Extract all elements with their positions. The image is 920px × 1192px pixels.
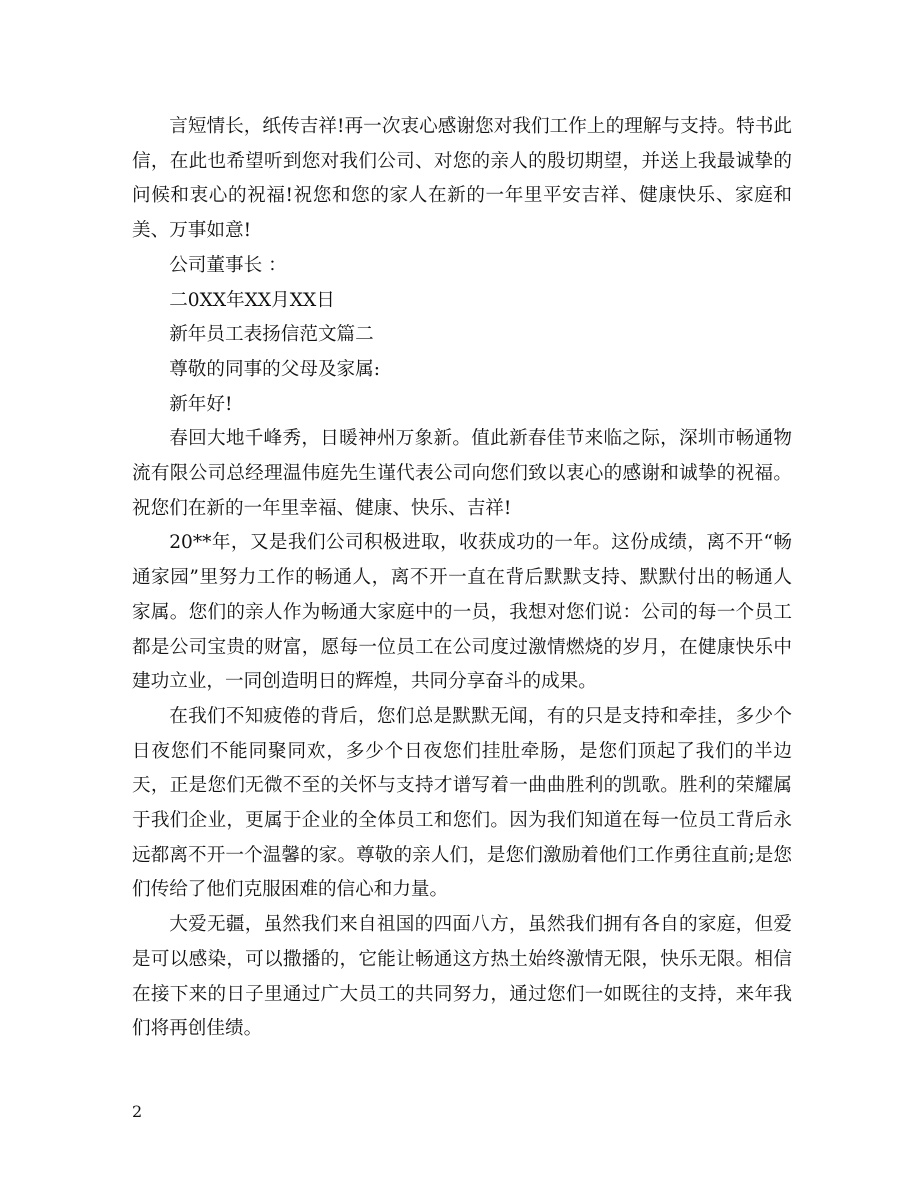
greeting: 新年好! [169,393,233,415]
closing-paragraph: 言短情长，纸传吉祥!再一次衷心感谢您对我们工作上的理解与支持。特书此信，在此也希望听到您对我们公司、对您的亲人的殷切期望，并送上我最诚挚的问候和衷心的祝福!祝您和您的家人在新的一年里平安吉祥、健康快乐、家庭和美、万事如意! [132,116,792,242]
salutation: 尊敬的同事的父母及家属: [169,358,380,380]
letter-body [132,110,792,1047]
signature-title: 公司董事长 ： [169,254,287,276]
body-paragraph: 在我们不知疲倦的背后，您们总是默默无闻，有的只是支持和牵挂，多少个日夜您们不能同聚同欢，多少个日夜您们挂肚牵肠，是您们顶起了我们的半边天，正是您们无微不至的关怀与支持才谱写着一曲曲胜利的凯歌。胜利的荣耀属于我们企业，更属于企业的全体员工和您们。因为我们知道在每一位员工背后永远都离不开一个温馨的家。尊敬的亲人们，是您们激励着他们工作勇往直前;是您们传给了他们克服困难的信心和力量。 [132,705,792,901]
signature-date: 二0XX年XX月XX日 [169,289,335,311]
body-paragraph: 20**年，又是我们公司积极进取，收获成功的一年。这份成绩，离不开“畅通家园”里努力工作的畅通人，离不开一直在背后默默支持、默默付出的畅通人家属。您们的亲人作为畅通大家庭中的一员，我想对您们说：公司的每一个员工都是公司宝贵的财富，愿每一位员工在公司度过激情燃烧的岁月，在健康快乐中建功立业，一同创造明日的辉煌，共同分享奋斗的成果。 [132,532,792,693]
body-paragraph: 春回大地千峰秀，日暖神州万象新。值此新春佳节来临之际，深圳市畅通物流有限公司总经理温伟庭先生谨代表公司向您们致以衷心的感谢和诚挚的祝福。祝您们在新的一年里幸福、健康、快乐、吉祥! [132,428,792,519]
section-title: 新年员工表扬信范文篇二 [169,324,374,346]
body-paragraph: 大爱无疆，虽然我们来自祖国的四面八方，虽然我们拥有各自的家庭，但爱是可以感染，可以撒播的，它能让畅通这方热土始终激情无限，快乐无限。相信在接下来的日子里通过广大员工的共同努力，通过您们一如既往的支持，来年我们将再创佳绩。 [132,914,792,1040]
page-number: 2 [132,1102,143,1121]
